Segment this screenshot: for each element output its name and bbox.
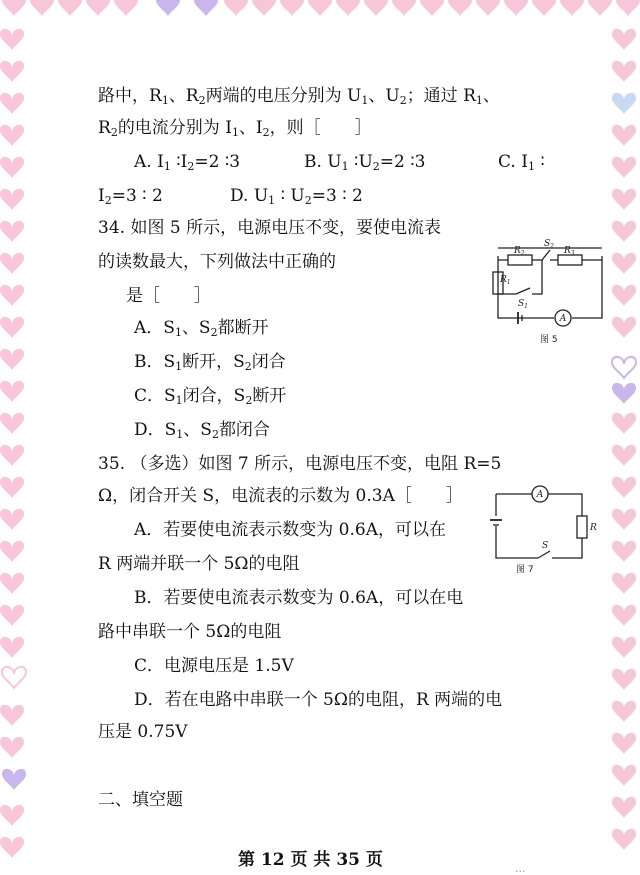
q35-option-a-line2: R 两端并联一个 5Ω的电阻 <box>98 554 300 574</box>
q33-option-d: D. $U_1$ ∶ $U_2=3$ ∶ 2 <box>230 186 363 207</box>
label-r2: $R_2$ <box>514 246 525 257</box>
switch-s <box>538 551 550 558</box>
q34-option-c: C．$S_1$闭合，$S_2$断开 <box>134 386 287 407</box>
q35-option-c: C．电源电压是 1.5V <box>134 656 294 676</box>
label-r3: $R_3$ <box>564 246 575 257</box>
label-s: S <box>542 541 549 551</box>
section-heading-fill-in: 二、填空题 <box>98 790 183 810</box>
q33-option-b: B. $U_1$ $∶U_2=2$ ∶3 <box>304 152 426 173</box>
q33-line4: $I_2=3$ ∶ 2 <box>98 186 163 207</box>
circuit-figure-7 <box>490 480 602 576</box>
circuit-figure-5 <box>492 236 608 348</box>
ammeter-label-7: A <box>536 490 544 500</box>
heart-left-accents <box>2 667 26 790</box>
label-r: R <box>590 523 597 533</box>
label-s2: $S_2$ <box>544 239 554 250</box>
q34-stem-line2: 的读数最大，下列做法中正确的 <box>98 252 336 272</box>
figure-5-caption: 图 5 <box>540 335 558 345</box>
worksheet-page <box>90 0 610 872</box>
label-r1: $R_1$ <box>500 275 511 286</box>
q33-line1: 路中，$R_1$、$R_2$两端的电压分别为 $U_1$、$U_2$；通过 $R_1$、 <box>98 86 500 107</box>
q33-option-a: A. $I_1$ $∶I_2=2$ ∶3 <box>134 152 241 173</box>
q35-option-d-line1: D．若在电路中串联一个 5Ω的电阻，R 两端的电 <box>134 690 503 710</box>
ammeter-label-5: A <box>559 314 567 324</box>
q34-stem-line3: 是［ ］ <box>126 286 211 306</box>
q35-option-b-line1: B．若要使电流表示数变为 0.6A，可以在电 <box>134 588 464 608</box>
q34-option-a: A．$S_1$、$S_2$都断开 <box>134 318 269 339</box>
switch-s2 <box>542 250 550 260</box>
q33-line2: $R_2$的电流分别为 $I_1$、$I_2$，则［ ］ <box>98 118 372 139</box>
q35-option-b-line2: 路中串联一个 5Ω的电阻 <box>98 622 282 642</box>
heart-right-column <box>612 29 636 850</box>
watermark: ... <box>515 862 526 875</box>
q35-option-a-line1: A．若要使电流表示数变为 0.6A，可以在 <box>134 520 446 540</box>
q35-stem-line2: Ω，闭合开关 S，电流表的示数为 0.3A［ ］ <box>98 486 463 506</box>
label-s1: $S_1$ <box>518 299 528 310</box>
switch-s1 <box>516 288 530 294</box>
q34-stem-line1: 34. 如图 5 所示，电源电压不变，要使电流表 <box>98 218 442 238</box>
q33-option-c: C. $I_1$ ∶ <box>498 152 545 173</box>
q35-stem-line1: 35. （多选）如图 7 所示，电源电压不变，电阻 R=5 <box>98 454 502 474</box>
q35-option-d-line2: 压是 0.75V <box>98 722 188 742</box>
heart-left-column <box>0 29 24 858</box>
figure-7-caption: 图 7 <box>516 565 534 575</box>
q34-option-b: B．$S_1$断开，$S_2$闭合 <box>134 352 286 373</box>
page-footer: 第 12 页 共 35 页 <box>238 850 383 870</box>
q34-option-d: D．$S_1$、$S_2$都闭合 <box>134 420 270 441</box>
resistor-r <box>577 516 587 538</box>
